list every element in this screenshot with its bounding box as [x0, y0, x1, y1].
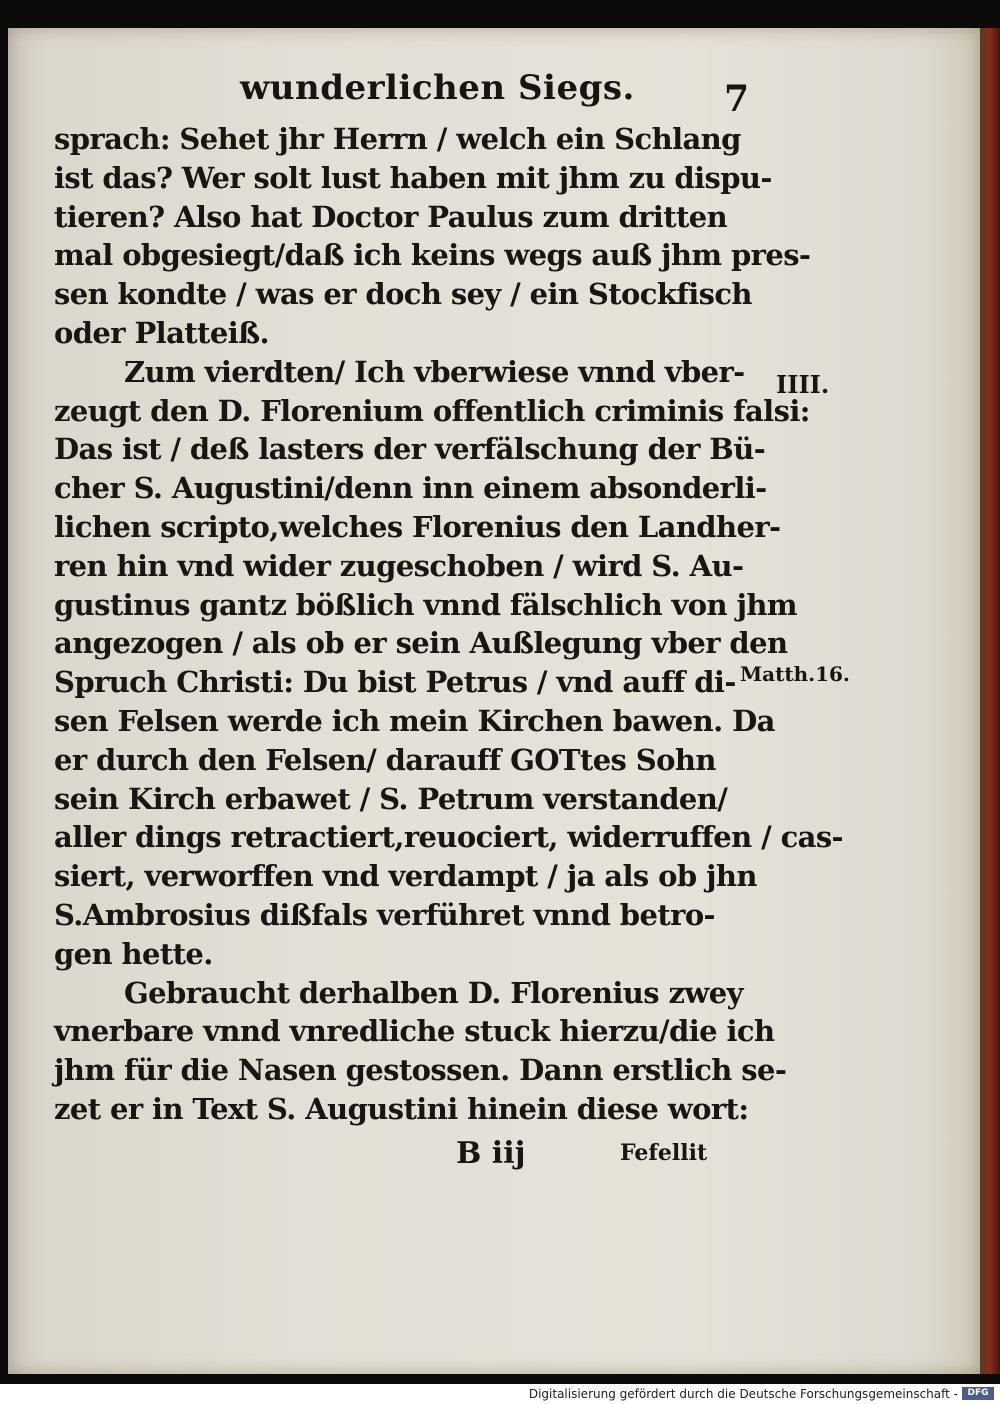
- dfg-logo: DFG: [962, 1387, 994, 1400]
- page-number: 7: [724, 78, 750, 120]
- text-line: ist das? Wer solt lust haben mit jhm zu dispu-: [54, 160, 772, 195]
- text-line: zet er in Text S. Augustini hinein diese wort:: [54, 1091, 749, 1126]
- text-line: Gebraucht derhalben D. Florenius zwey: [124, 975, 743, 1010]
- text-line: angezogen / als ob er sein Außlegung vber den: [54, 626, 788, 661]
- catchword: Fefellit: [620, 1140, 708, 1166]
- text-line: sen kondte / was er doch sey / ein Stockfisch: [54, 277, 752, 312]
- text-line: oder Platteiß.: [54, 315, 270, 350]
- text-line: er durch den Felsen/ darauff GOTtes Sohn: [54, 742, 716, 777]
- text-line: cher S. Augustini/denn inn einem absonderli-: [54, 471, 767, 506]
- text-line: Spruch Christi: Du bist Petrus / vnd auff di-: [54, 665, 736, 700]
- text-line: gustinus gantz bößlich vnnd fälschlich von jhm: [54, 587, 797, 622]
- credit-text: Digitalisierung gefördert durch die Deutsche Forschungsgemeinschaft -: [528, 1387, 958, 1401]
- text-line: sprach: Sehet jhr Herrn / welch ein Schlang: [54, 122, 741, 156]
- text-line: sen Felsen werde ich mein Kirchen bawen. Da: [54, 703, 775, 738]
- text-line: vnerbare vnnd vnredliche stuck hierzu/die ich: [54, 1014, 775, 1049]
- text-line: Das ist / deß lasters der verfälschung der Bü-: [54, 432, 766, 467]
- text-line: Zum vierdten/ Ich vberwiese vnnd vber-: [124, 354, 745, 389]
- margin-note-reference: Matth.16.: [740, 662, 850, 686]
- text-line: gen hette.: [54, 936, 213, 971]
- text-line: siert, verworffen vnd verdampt / ja als ob jhn: [54, 859, 757, 894]
- text-line: aller dings retractiert,reuociert, widerruffen / cas-: [54, 820, 843, 855]
- margin-note-section: IIII.: [776, 370, 830, 399]
- text-line: ren hin vnd wider zugeschoben / wird S. Au-: [54, 548, 744, 583]
- text-line: zeugt den D. Florenium offentlich criminis falsi:: [54, 393, 810, 428]
- text-line: lichen scripto,welches Florenius den Landher-: [54, 509, 781, 544]
- text-line: mal obgesiegt/daß ich keins wegs auß jhm pres-: [54, 238, 811, 273]
- text-line: tieren? Also hat Doctor Paulus zum dritten: [54, 199, 728, 234]
- text-line: jhm für die Nasen gestossen. Dann erstlich se-: [54, 1053, 787, 1088]
- credit-bar: [0, 1384, 1000, 1404]
- running-title: wunderlichen Siegs.: [240, 68, 635, 108]
- signature-mark: B iij: [456, 1136, 526, 1171]
- text-line: sein Kirch erbawet / S. Petrum verstanden/: [54, 781, 728, 816]
- book-edge: [980, 28, 1000, 1374]
- text-line: S.Ambrosius dißfals verführet vnnd betro-: [54, 897, 715, 932]
